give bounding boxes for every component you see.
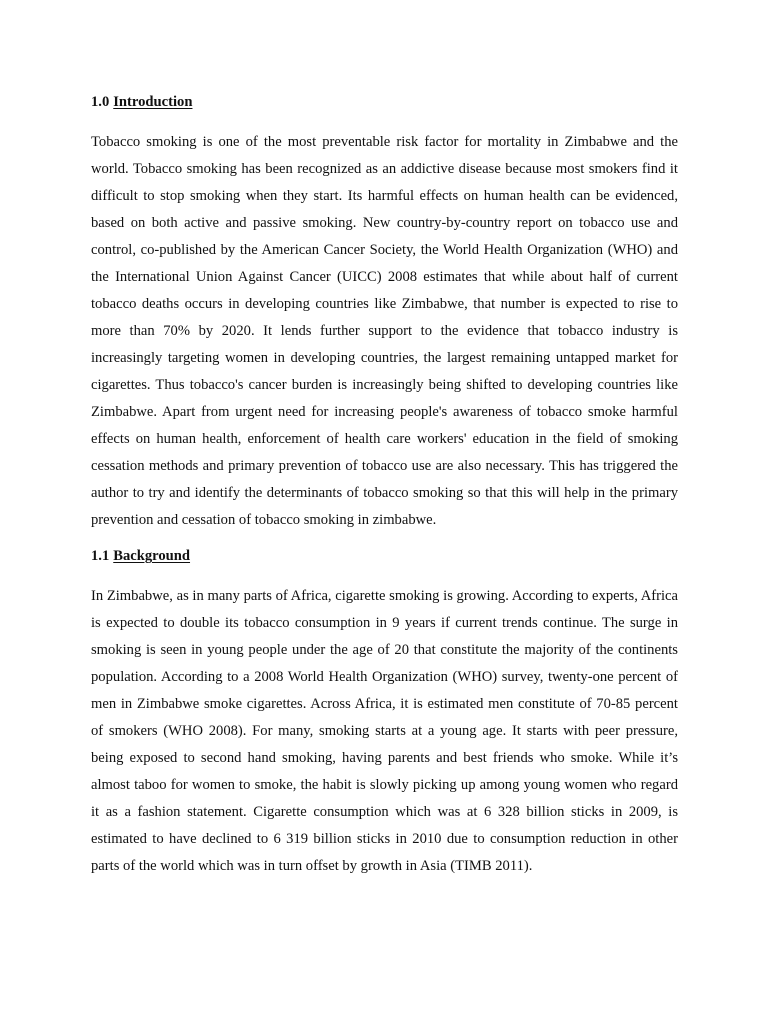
section-heading-introduction (91, 93, 192, 111)
section-title: Introduction (113, 94, 193, 110)
introduction-paragraph: Tobacco smoking is one of the most preventable risk factor for mortality in Zimbabwe and the world. Tobacco smoking has been recognized as an addictive disease because most smokers find it difficult to stop smoking when they start. Its harmful effects on human health can be evidenced, based on both active and passive smoking. New country-by-country report on tobacco use and control, co-published by the American Cancer Society, the World Health Organization (WHO) and the International Union Against Cancer (UICC) 2008 estimates that while about half of current tobacco deaths occurs in developing countries like Zimbabwe, that number is expected to rise to more than 70% by 2020. It lends further support to the evidence that tobacco industry is increasingly targeting women in developing countries, the largest remaining untapped market for cigarettes. Thus tobacco's cancer burden is increasingly being shifted to developing countries like Zimbabwe. Apart from urgent need for increasing people's awareness of tobacco smoke harmful effects on human health, enforcement of health care workers' education in the field of smoking cessation methods and primary prevention of tobacco use are also necessary. This has triggered the author to try and identify the determinants of tobacco smoking so that this will help in the primary prevention and cessation of tobacco smoking in zimbabwe. (91, 134, 678, 528)
section-number: 1.0 (91, 94, 110, 110)
section-heading-background (91, 547, 190, 565)
section-number: 1.1 (91, 548, 110, 564)
section-title: Background (113, 548, 191, 564)
background-paragraph: In Zimbabwe, as in many parts of Africa, cigarette smoking is growing. According to experts, Africa is expected to double its tobacco consumption in 9 years if current trends continue. The surge in smoking is seen in young people under the age of 20 that constitute the majority of the continents population. According to a 2008 World Health Organization (WHO) survey, twenty-one percent of men in Zimbabwe smoke cigarettes. Across Africa, it is estimated men constitute of 70-85 percent of smokers (WHO 2008). For many, smoking starts at a young age. It starts with peer pressure, being exposed to second hand smoking, having parents and best friends who smoke. While it’s almost taboo for women to smoke, the habit is slowly picking up among young women who regard it as a fashion statement. Cigarette consumption which was at 6 328 billion sticks in 2009, is estimated to have declined to 6 319 billion sticks in 2010 due to consumption reduction in other parts of the world which was in turn offset by growth in Asia (TIMB 2011). (91, 588, 678, 874)
